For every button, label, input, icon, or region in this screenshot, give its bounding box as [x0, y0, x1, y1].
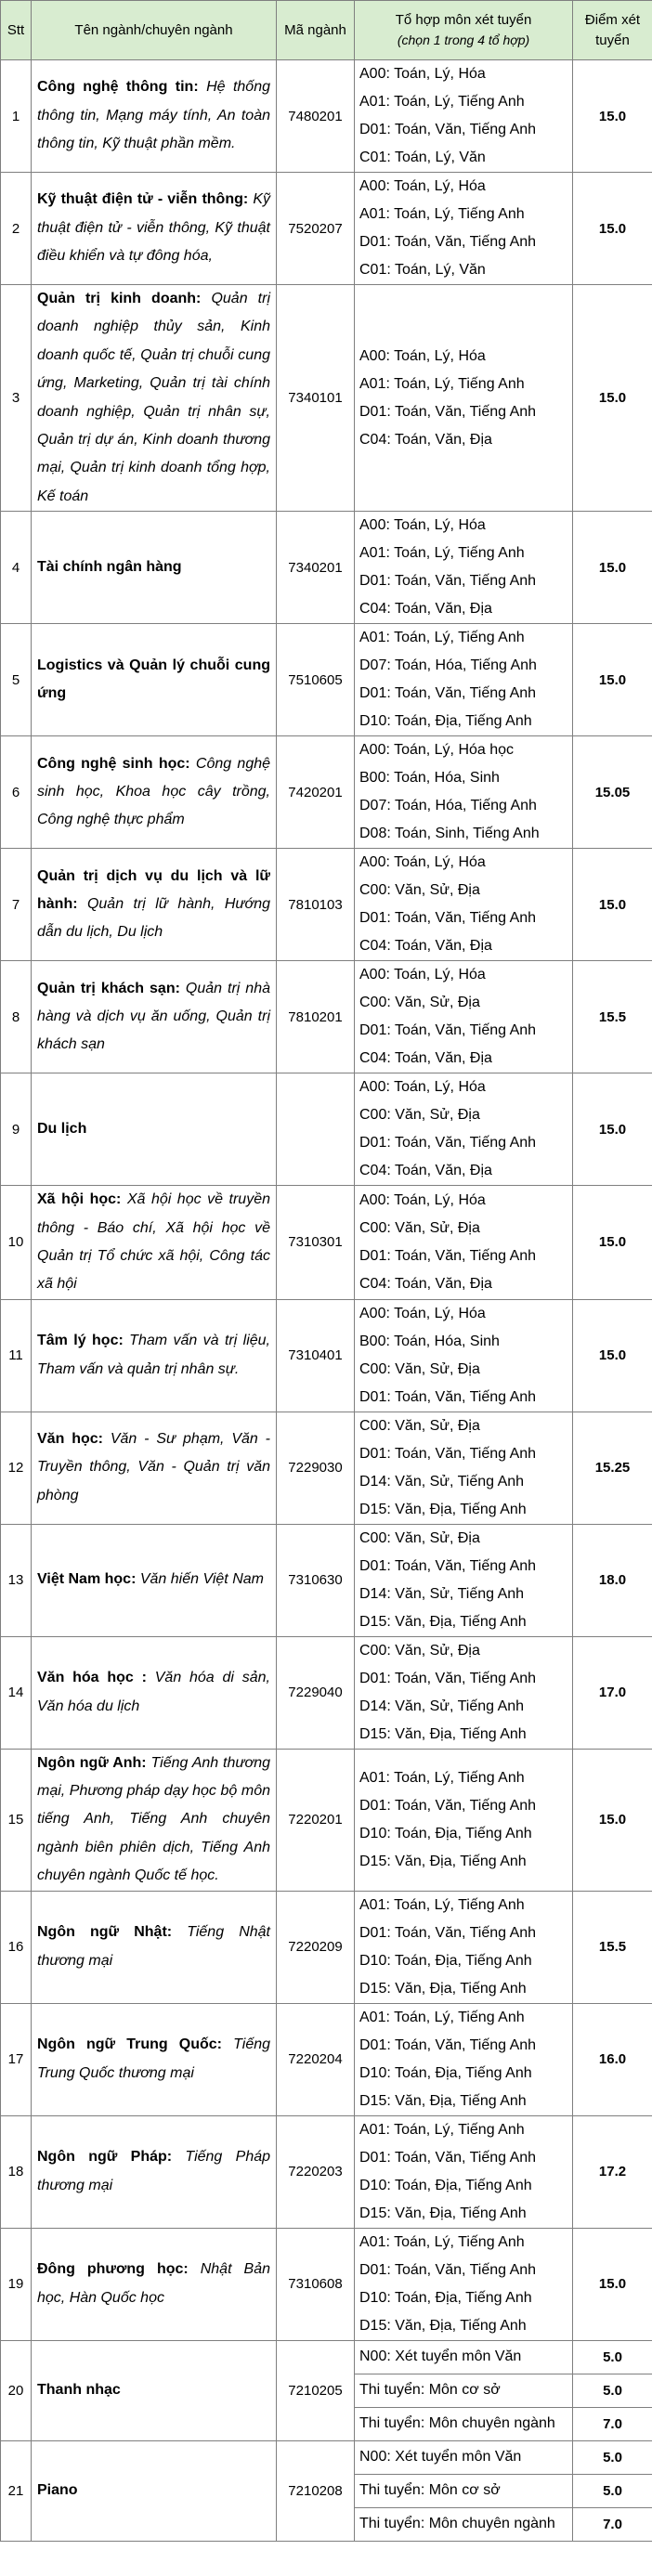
combo-item: D10: Toán, Địa, Tiếng Anh	[359, 2177, 532, 2193]
combo-item: D15: Văn, Địa, Tiếng Anh	[359, 2317, 527, 2334]
major-title: Logistics và Quản lý chuỗi cung ứng	[37, 657, 270, 702]
combo-item: D01: Toán, Văn, Tiếng Anh	[359, 1135, 537, 1151]
combo-item: D01: Toán, Văn, Tiếng Anh	[359, 2149, 537, 2166]
combo-item: C00: Văn, Sử, Địa	[359, 1642, 480, 1659]
row-combos	[355, 736, 573, 849]
row-stt: 12	[1, 1412, 32, 1524]
combo-item: D15: Văn, Địa, Tiếng Anh	[359, 1853, 527, 1869]
combo-item: A00: Toán, Lý, Hóa học	[359, 742, 515, 759]
table-row	[1, 961, 652, 1073]
table-row	[1, 624, 652, 736]
combo-item: A01: Toán, Lý, Tiếng Anh	[359, 2233, 525, 2250]
major-title: Ngôn ngữ Trung Quốc:	[37, 2036, 223, 2053]
combo-item: D10: Toán, Địa, Tiếng Anh	[359, 2289, 532, 2306]
row-score: 15.0	[573, 512, 652, 624]
major-specializations: Tiếng Trung Quốc thương mại	[37, 2036, 271, 2081]
combo-item: C04: Toán, Văn, Địa	[359, 1275, 492, 1292]
major-title: Văn học:	[37, 1431, 103, 1448]
row-stt: 18	[1, 2115, 32, 2228]
major-specializations: Kỹ thuật điện tử - viễn thông, Kỹ thuật điều khiển và tự đông hóa,	[37, 191, 270, 265]
major-title: Du lịch	[37, 1120, 87, 1137]
header-score: Điểm xét tuyển	[573, 1, 652, 60]
row-major-name	[32, 1412, 277, 1524]
major-specializations: Nhật Bản học, Hàn Quốc học	[37, 2261, 270, 2306]
row-major-code: 7420201	[277, 736, 355, 849]
row-stt: 13	[1, 1524, 32, 1636]
row-combos	[355, 173, 573, 285]
row-stt: 16	[1, 1891, 32, 2003]
combo-item: D15: Văn, Địa, Tiếng Anh	[359, 2092, 527, 2109]
combo-item: D01: Toán, Văn, Tiếng Anh	[359, 1924, 537, 1941]
major-title: Công nghệ sinh học:	[37, 755, 190, 772]
header-row	[1, 1, 652, 60]
row-score: 15.0	[573, 2228, 652, 2340]
combo-item: D10: Toán, Địa, Tiếng Anh	[359, 2064, 532, 2081]
row-major-code: 7210205	[277, 2340, 355, 2440]
row-major-name	[32, 2228, 277, 2340]
combo-item: D01: Toán, Văn, Tiếng Anh	[359, 1388, 537, 1405]
row-major-code: 7810201	[277, 961, 355, 1073]
combo-item: D14: Văn, Sử, Tiếng Anh	[359, 1473, 525, 1490]
table-row	[1, 2228, 652, 2340]
combo-item: A00: Toán, Lý, Hóa	[359, 1079, 486, 1096]
combo-item: A01: Toán, Lý, Tiếng Anh	[359, 545, 525, 562]
combo-item: D10: Toán, Địa, Tiếng Anh	[359, 1952, 532, 1969]
row-stt: 1	[1, 60, 32, 173]
row-score: 15.0	[573, 285, 652, 512]
combo-item: D07: Toán, Hóa, Tiếng Anh	[359, 798, 537, 814]
row-major-code: 7210208	[277, 2440, 355, 2541]
combo-item: C04: Toán, Văn, Địa	[359, 1163, 492, 1179]
row-combos	[355, 961, 573, 1073]
combo-item: A00: Toán, Lý, Hóa	[359, 1191, 486, 1208]
row-stt: 9	[1, 1073, 32, 1186]
row-stt: 15	[1, 1749, 32, 1891]
combo-item: A00: Toán, Lý, Hóa	[359, 854, 486, 871]
sub-criterion-label: N00: Xét tuyển môn Văn	[355, 2440, 573, 2474]
row-stt: 19	[1, 2228, 32, 2340]
table-row	[1, 2003, 652, 2115]
row-major-code	[277, 1073, 355, 1186]
row-major-code: 7510605	[277, 624, 355, 736]
combo-item: B00: Toán, Hóa, Sinh	[359, 770, 500, 787]
combo-item: D08: Toán, Sinh, Tiếng Anh	[359, 826, 540, 842]
table-row	[1, 173, 652, 285]
row-major-name	[32, 624, 277, 736]
row-major-name	[32, 1749, 277, 1891]
row-combos	[355, 2003, 573, 2115]
row-major-name	[32, 1299, 277, 1412]
row-score: 15.0	[573, 1073, 652, 1186]
row-combos	[355, 1073, 573, 1186]
combo-item: C01: Toán, Lý, Văn	[359, 150, 486, 165]
major-title: Kỹ thuật điện tử - viễn thông:	[37, 191, 249, 208]
row-major-name	[32, 2003, 277, 2115]
table-row	[1, 1412, 652, 1524]
table-row	[1, 1749, 652, 1891]
combo-item: A01: Toán, Lý, Tiếng Anh	[359, 2121, 525, 2138]
sub-criterion-label: Thi tuyển: Môn cơ sở	[355, 2374, 573, 2407]
row-score: 15.0	[573, 1299, 652, 1412]
row-stt: 10	[1, 1186, 32, 1300]
major-title: Quản trị dịch vụ du lịch và lữ hành:	[37, 867, 270, 912]
combo-item: C00: Văn, Sử, Địa	[359, 1107, 480, 1124]
sub-criterion-label: N00: Xét tuyển môn Văn	[355, 2340, 573, 2374]
major-title: Tâm lý học:	[37, 1333, 124, 1349]
combo-item: C00: Văn, Sử, Địa	[359, 1360, 480, 1377]
row-stt: 20	[1, 2340, 32, 2440]
table-row	[1, 2440, 652, 2474]
row-score: 15.0	[573, 849, 652, 961]
row-stt: 4	[1, 512, 32, 624]
combo-item: D07: Toán, Hóa, Tiếng Anh	[359, 657, 537, 674]
combo-item: A00: Toán, Lý, Hóa	[359, 517, 486, 534]
major-specializations: Hệ thống thông tin, Mạng máy tính, An toàn thông tin, Kỹ thuật phần mềm.	[37, 79, 270, 152]
major-title: Quản trị khách sạn:	[37, 980, 180, 996]
combo-item: A01: Toán, Lý, Tiếng Anh	[359, 1769, 525, 1786]
row-major-code: 7310301	[277, 1186, 355, 1300]
combo-item: C00: Văn, Sử, Địa	[359, 882, 480, 899]
table-row	[1, 736, 652, 849]
combo-item: D15: Văn, Địa, Tiếng Anh	[359, 2205, 527, 2221]
row-major-name	[32, 2340, 277, 2440]
row-stt: 6	[1, 736, 32, 849]
combo-item: D01: Toán, Văn, Tiếng Anh	[359, 1557, 537, 1574]
row-combos	[355, 1412, 573, 1524]
row-major-code: 7340101	[277, 285, 355, 512]
combo-item: C04: Toán, Văn, Địa	[359, 1050, 492, 1067]
combo-item: C00: Văn, Sử, Địa	[359, 995, 480, 1011]
major-specializations: Văn hóa di sản, Văn hóa du lịch	[37, 1670, 270, 1714]
combo-item: D01: Toán, Văn, Tiếng Anh	[359, 234, 537, 250]
major-title: Xã hội học:	[37, 1191, 122, 1208]
combo-item: D15: Văn, Địa, Tiếng Anh	[359, 1725, 527, 1742]
combo-item: C00: Văn, Sử, Địa	[359, 1417, 480, 1434]
row-major-code: 7220204	[277, 2003, 355, 2115]
table-row	[1, 1186, 652, 1300]
major-title: Đông phương học:	[37, 2261, 189, 2278]
major-title: Ngôn ngữ Pháp:	[37, 2149, 173, 2166]
combo-item: A01: Toán, Lý, Tiếng Anh	[359, 2009, 525, 2025]
row-major-name	[32, 1891, 277, 2003]
row-score: 15.0	[573, 624, 652, 736]
row-stt: 5	[1, 624, 32, 736]
major-specializations: Văn - Sư phạm, Văn - Truyền thông, Văn - Quản trị văn phòng	[37, 1431, 271, 1503]
table-row	[1, 1524, 652, 1636]
row-combos	[355, 624, 573, 736]
major-title: Công nghệ thông tin:	[37, 79, 199, 96]
sub-criterion-label: Thi tuyển: Môn chuyên ngành	[355, 2507, 573, 2541]
row-combos	[355, 1636, 573, 1749]
combo-item: A01: Toán, Lý, Tiếng Anh	[359, 630, 525, 646]
combo-item: A00: Toán, Lý, Hóa	[359, 1305, 486, 1321]
combo-item: D10: Toán, Địa, Tiếng Anh	[359, 1825, 532, 1841]
major-specializations: Xã hội học về truyền thông - Báo chí, Xã hội học về Quản trị Tổ chức xã hội, Công tác xã hội	[37, 1191, 270, 1293]
row-major-code: 7520207	[277, 173, 355, 285]
sub-criterion-label: Thi tuyển: Môn chuyên ngành	[355, 2407, 573, 2440]
row-score: 15.05	[573, 736, 652, 849]
combo-item: C01: Toán, Lý, Văn	[359, 262, 486, 278]
combo-item: D15: Văn, Địa, Tiếng Anh	[359, 1501, 527, 1517]
combo-item: D10: Toán, Địa, Tiếng Anh	[359, 713, 532, 730]
combo-item: D01: Toán, Văn, Tiếng Anh	[359, 1797, 537, 1814]
row-score: 15.0	[573, 173, 652, 285]
major-specializations: Công nghệ sinh học, Khoa học cây trồng, Công nghệ thực phẩm	[37, 755, 271, 828]
combo-item: A01: Toán, Lý, Tiếng Anh	[359, 375, 525, 392]
table-row	[1, 2115, 652, 2228]
row-major-name	[32, 849, 277, 961]
table-row	[1, 512, 652, 624]
combo-item: A00: Toán, Lý, Hóa	[359, 178, 486, 194]
combo-item: D15: Văn, Địa, Tiếng Anh	[359, 1613, 527, 1630]
row-major-code: 7310630	[277, 1524, 355, 1636]
combo-item: C04: Toán, Văn, Địa	[359, 431, 492, 448]
row-stt: 2	[1, 173, 32, 285]
header-stt: Stt	[1, 1, 32, 60]
major-specializations: Tiếng Pháp thương mại	[37, 2149, 271, 2193]
row-score: 5.0	[573, 2374, 652, 2407]
combo-item: A00: Toán, Lý, Hóa	[359, 66, 486, 82]
major-title: Tài chính ngân hàng	[37, 558, 182, 575]
header-combos-note: (chọn 1 trong 4 tổ hợp)	[397, 33, 530, 48]
row-stt: 11	[1, 1299, 32, 1412]
sub-criterion-label: Thi tuyển: Môn cơ sở	[355, 2474, 573, 2507]
header-code: Mã ngành	[277, 1, 355, 60]
row-score: 5.0	[573, 2340, 652, 2374]
row-major-name	[32, 285, 277, 512]
row-major-name	[32, 173, 277, 285]
row-combos	[355, 1749, 573, 1891]
combo-item: D01: Toán, Văn, Tiếng Anh	[359, 1022, 537, 1039]
combo-item: A00: Toán, Lý, Hóa	[359, 347, 486, 364]
row-combos	[355, 60, 573, 173]
row-stt: 21	[1, 2440, 32, 2541]
combo-item: A01: Toán, Lý, Tiếng Anh	[359, 1896, 525, 1913]
row-major-name	[32, 60, 277, 173]
row-score: 5.0	[573, 2440, 652, 2474]
combo-item: D01: Toán, Văn, Tiếng Anh	[359, 122, 537, 137]
major-specializations: Quản trị nhà hàng và dịch vụ ăn uống, Quản trị khách sạn	[37, 980, 271, 1053]
row-stt: 14	[1, 1636, 32, 1749]
row-combos	[355, 2115, 573, 2228]
combo-item: C00: Văn, Sử, Địa	[359, 1219, 480, 1236]
row-major-code: 7220201	[277, 1749, 355, 1891]
row-stt: 17	[1, 2003, 32, 2115]
row-major-code: 7810103	[277, 849, 355, 961]
row-combos	[355, 1299, 573, 1412]
major-specializations: Văn hiến Việt Nam	[136, 1571, 264, 1588]
row-major-name	[32, 512, 277, 624]
row-major-code: 7340201	[277, 512, 355, 624]
row-combos	[355, 849, 573, 961]
row-combos	[355, 1891, 573, 2003]
major-specializations: Tham vấn và trị liệu, Tham vấn và quản trị nhân sự.	[37, 1333, 271, 1377]
row-combos	[355, 512, 573, 624]
row-major-code: 7229030	[277, 1412, 355, 1524]
table-row	[1, 2340, 652, 2374]
row-score: 7.0	[573, 2407, 652, 2440]
combo-item: A00: Toán, Lý, Hóa	[359, 967, 486, 983]
major-specializations: Tiếng Nhật thương mại	[37, 1924, 270, 1969]
combo-item: C00: Văn, Sử, Địa	[359, 1529, 480, 1546]
header-combos-title: Tổ hợp môn xét tuyển	[395, 12, 532, 29]
row-major-name	[32, 1524, 277, 1636]
row-stt: 8	[1, 961, 32, 1073]
row-combos	[355, 1524, 573, 1636]
combo-item: D01: Toán, Văn, Tiếng Anh	[359, 2261, 537, 2278]
row-score: 17.0	[573, 1636, 652, 1749]
row-score: 18.0	[573, 1524, 652, 1636]
major-title: Thanh nhạc	[37, 2381, 121, 2398]
combo-item: C04: Toán, Văn, Địa	[359, 601, 492, 618]
row-major-name	[32, 961, 277, 1073]
major-specializations: Quản trị doanh nghiệp thủy sản, Kinh doanh quốc tế, Quản trị chuỗi cung ứng, Marketing, Quản trị tài chính doanh nghiệp, Quản trị nhân sự, Quản trị dự án, Kinh doanh thương mại, Quản trị kinh doanh tổng hợp, Kế toán	[37, 291, 270, 504]
combo-item: D01: Toán, Văn, Tiếng Anh	[359, 1247, 537, 1264]
row-major-code: 7220209	[277, 1891, 355, 2003]
major-title: Piano	[37, 2481, 78, 2498]
major-specializations: Tiếng Anh thương mại, Phương pháp dạy học bộ môn tiếng Anh, Tiếng Anh chuyên ngành biên phiên dịch, Tiếng Anh chuyên ngành Quốc tế học.	[37, 1754, 271, 1884]
row-major-name	[32, 1636, 277, 1749]
table-row	[1, 1891, 652, 2003]
row-score: 15.25	[573, 1412, 652, 1524]
combo-item: D01: Toán, Văn, Tiếng Anh	[359, 1670, 537, 1686]
row-major-code: 7310401	[277, 1299, 355, 1412]
combo-item: D01: Toán, Văn, Tiếng Anh	[359, 403, 537, 420]
row-major-code: 7220203	[277, 2115, 355, 2228]
row-score: 17.2	[573, 2115, 652, 2228]
table-row	[1, 285, 652, 512]
major-title: Ngôn ngữ Nhật:	[37, 1924, 173, 1941]
row-major-name	[32, 1073, 277, 1186]
combo-item: D14: Văn, Sử, Tiếng Anh	[359, 1585, 525, 1602]
table-row	[1, 60, 652, 173]
combo-item: A01: Toán, Lý, Tiếng Anh	[359, 206, 525, 222]
row-score: 15.5	[573, 1891, 652, 2003]
major-specializations: Quản trị lữ hành, Hướng dẫn du lịch, Du lịch	[37, 895, 270, 941]
row-stt: 7	[1, 849, 32, 961]
header-combos	[355, 1, 573, 60]
major-title: Quản trị kinh doanh:	[37, 291, 202, 306]
row-stt: 3	[1, 285, 32, 512]
table-row	[1, 1299, 652, 1412]
row-score: 15.0	[573, 60, 652, 173]
row-score: 15.0	[573, 1186, 652, 1300]
row-score: 7.0	[573, 2507, 652, 2541]
combo-item: B00: Toán, Hóa, Sinh	[359, 1333, 500, 1349]
row-major-name	[32, 1186, 277, 1300]
row-combos	[355, 1186, 573, 1300]
combo-item: C04: Toán, Văn, Địa	[359, 938, 492, 955]
combo-item: D01: Toán, Văn, Tiếng Anh	[359, 1445, 537, 1462]
combo-item: D15: Văn, Địa, Tiếng Anh	[359, 1980, 527, 1997]
row-major-name	[32, 2115, 277, 2228]
combo-item: D14: Văn, Sử, Tiếng Anh	[359, 1698, 525, 1714]
row-major-name	[32, 2440, 277, 2541]
combo-item: D01: Toán, Văn, Tiếng Anh	[359, 2036, 537, 2053]
table-row	[1, 849, 652, 961]
row-major-code: 7229040	[277, 1636, 355, 1749]
combo-item: D01: Toán, Văn, Tiếng Anh	[359, 685, 537, 702]
major-title: Việt Nam học:	[37, 1571, 137, 1588]
combo-item: D01: Toán, Văn, Tiếng Anh	[359, 910, 537, 927]
row-combos	[355, 2228, 573, 2340]
row-major-code: 7480201	[277, 60, 355, 173]
combo-item: A01: Toán, Lý, Tiếng Anh	[359, 94, 525, 110]
table-row	[1, 1073, 652, 1186]
combo-item: D01: Toán, Văn, Tiếng Anh	[359, 573, 537, 590]
row-major-code: 7310608	[277, 2228, 355, 2340]
row-score: 15.0	[573, 1749, 652, 1891]
major-title: Ngôn ngữ Anh:	[37, 1754, 147, 1771]
row-combos	[355, 285, 573, 512]
major-title: Văn hóa học :	[37, 1670, 147, 1686]
row-score: 5.0	[573, 2474, 652, 2507]
row-major-name	[32, 736, 277, 849]
header-name: Tên ngành/chuyên ngành	[32, 1, 277, 60]
row-score: 15.5	[573, 961, 652, 1073]
table-row	[1, 1636, 652, 1749]
row-score: 16.0	[573, 2003, 652, 2115]
